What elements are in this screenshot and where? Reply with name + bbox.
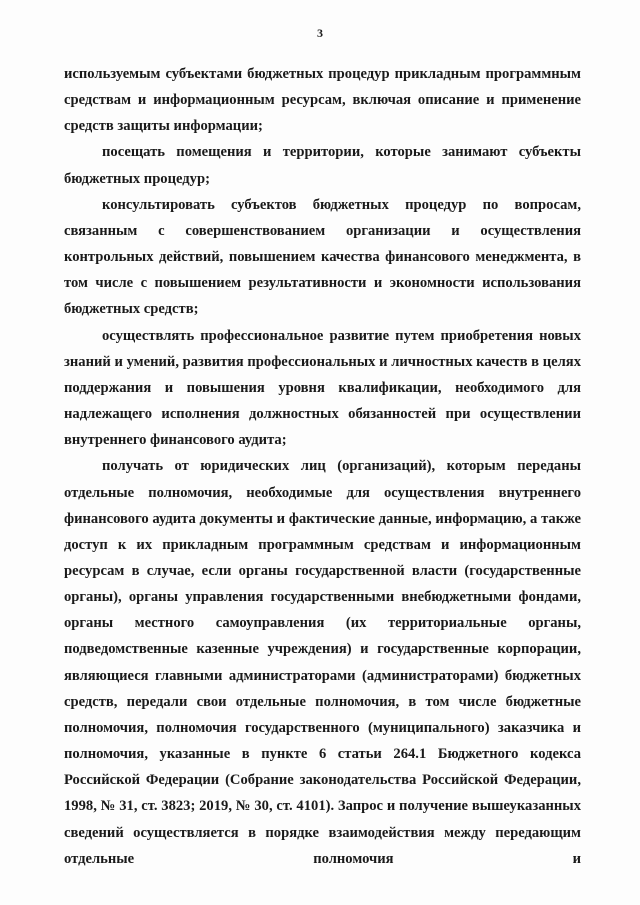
paragraph-receive-documents: получать от юридических лиц (организаций), которым переданы отдельные полномочия, необходимые для осуществления внутреннего финансового аудита документы и фактические данные, информацию, а также доступ к их прикладным программным средствам и информационным ресурсам в случае, если органы государственной власти (государственные органы), органы управления государственными внебюджетными фондами, органы местного самоуправления (их территориальные органы, подведомственные казенные учреждения) и государственные корпорации, являющиеся главными администраторами (администраторами) бюджетных средств, передали свои отдельные полномочия, в том числе бюджетные полномочия, полномочия государственного (муниципального) заказчика и полномочия, указанные в пункте 6 статьи 264.1 Бюджетного кодекса Российской Федерации (Собрание законодательства Российской Федерации, 1998, № 31, ст. 3823; 2019, № 30, ст. 4101). Запрос и получение вышеуказанных сведений осуществляется в порядке взаимодействия между передающим отдельные полномочия и xyxy=(64,458,581,867)
document-body xyxy=(64,61,581,872)
page-number: 3 xyxy=(317,26,323,40)
paragraph-consult-subjects: консультировать субъектов бюджетных процедур по вопросам, связанным с совершенствованием организации и осуществления контрольных действий, повышением качества финансового менеджмента, в том числе с повышением результативности и экономности использования бюджетных средств; xyxy=(64,196,581,318)
paragraph-protection-means: используемым субъектами бюджетных процедур прикладным программным средствам и информационным ресурсам, включая описание и применение средств защиты информации; xyxy=(64,66,581,135)
paragraph-visit-premises: посещать помещения и территории, которые занимают субъекты бюджетных процедур; xyxy=(64,144,581,187)
paragraph-professional-development: осуществлять профессиональное развитие путем приобретения новых знаний и умений, развития профессиональных и личностных качеств в целях поддержания и повышения уровня квалификации, необходимого для надлежащего исполнения должностных обязанностей при осуществлении внутреннего финансового аудита; xyxy=(64,327,581,449)
